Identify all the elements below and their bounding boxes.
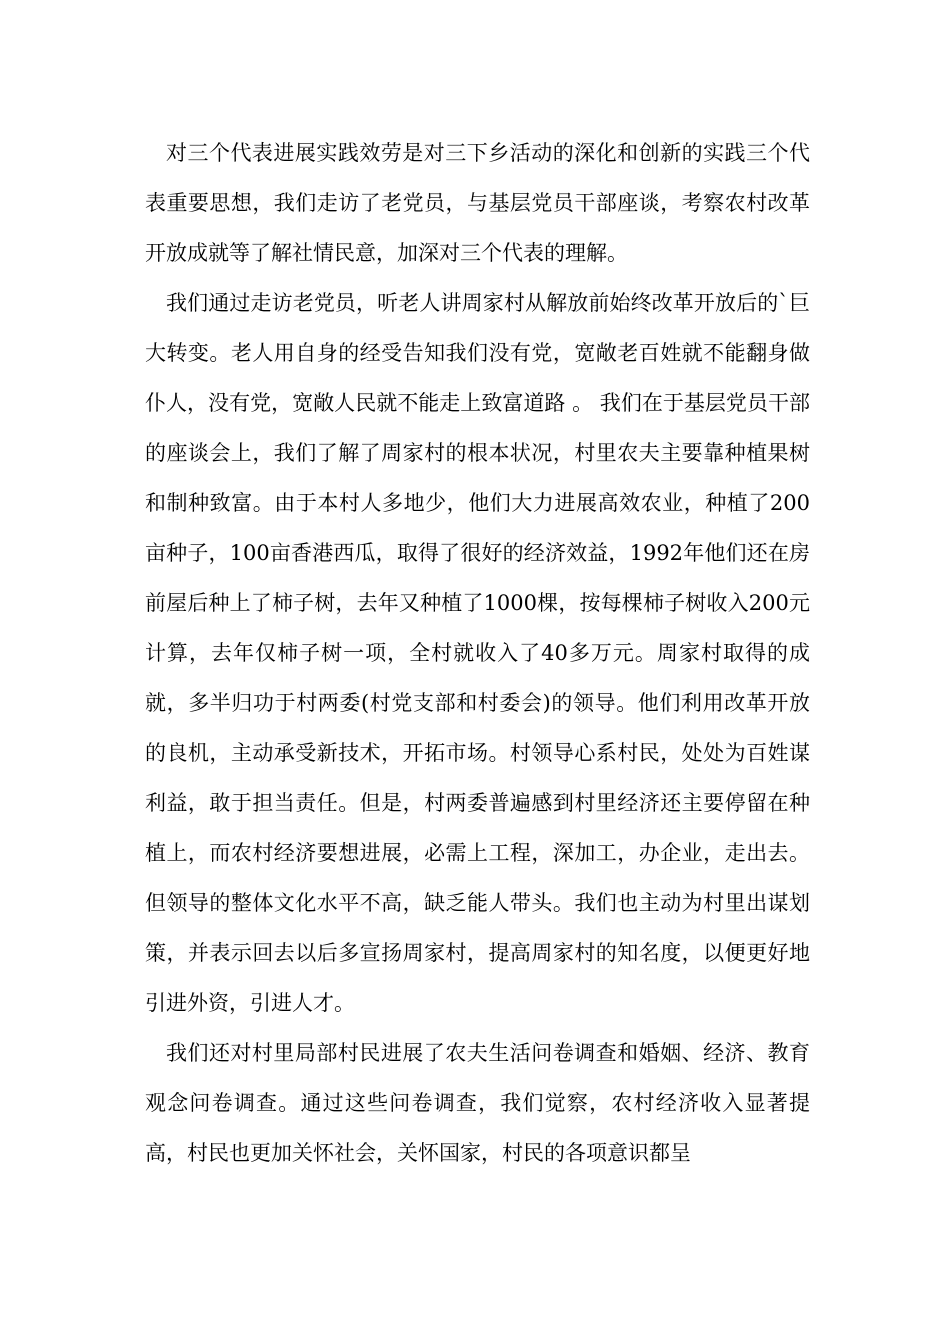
document-body (145, 128, 810, 1178)
paragraph-2: 我们通过走访老党员，听老人讲周家村从解放前始终改革开放后的`巨大转变。老人用自身的经受告知我们没有党，宽敞老百姓就不能翻身做仆人，没有党，宽敞人民就不能走上致富道路 。 我们在于基层党员干部的座谈会上，我们了解了周家村的根本状况，村里农夫主要靠种植果树和制种致富。由于本村人多地少，他们大力进展高效农业，种植了200亩种子，100亩香港西瓜，取得了很好的经济效益，1992年他们还在房前屋后种上了柿子树，去年又种植了1000棵，按每棵柿子树收入200元计算，去年仅柿子树一项，全村就收入了40多万元。周家村取得的成就，多半归功于村两委(村党支部和村委会)的领导。他们利用改革开放的良机，主动承受新技术，开拓市场。村领导心系村民，处处为百姓谋利益，敢于担当责任。但是，村两委普遍感到村里经济还主要停留在种植上，而农村经济要想进展，必需上工程，深加工，办企业，走出去。但领导的整体文化水平不高，缺乏能人带头。我们也主动为村里出谋划策，并表示回去以后多宣扬周家村，提高周家村的知名度，以便更好地引进外资，引进人才。 (145, 291, 810, 1015)
paragraph-1: 对三个代表进展实践效劳是对三下乡活动的深化和创新的实践三个代表重要思想，我们走访了老党员，与基层党员干部座谈，考察农村改革开放成就等了解社情民意，加深对三个代表的理解。 (145, 141, 810, 265)
paragraph-3: 我们还对村里局部村民进展了农夫生活问卷调查和婚姻、经济、教育观念问卷调查。通过这些问卷调查，我们觉察，农村经济收入显著提高，村民也更加关怀社会，关怀国家，村民的各项意识都呈 (145, 1041, 810, 1165)
